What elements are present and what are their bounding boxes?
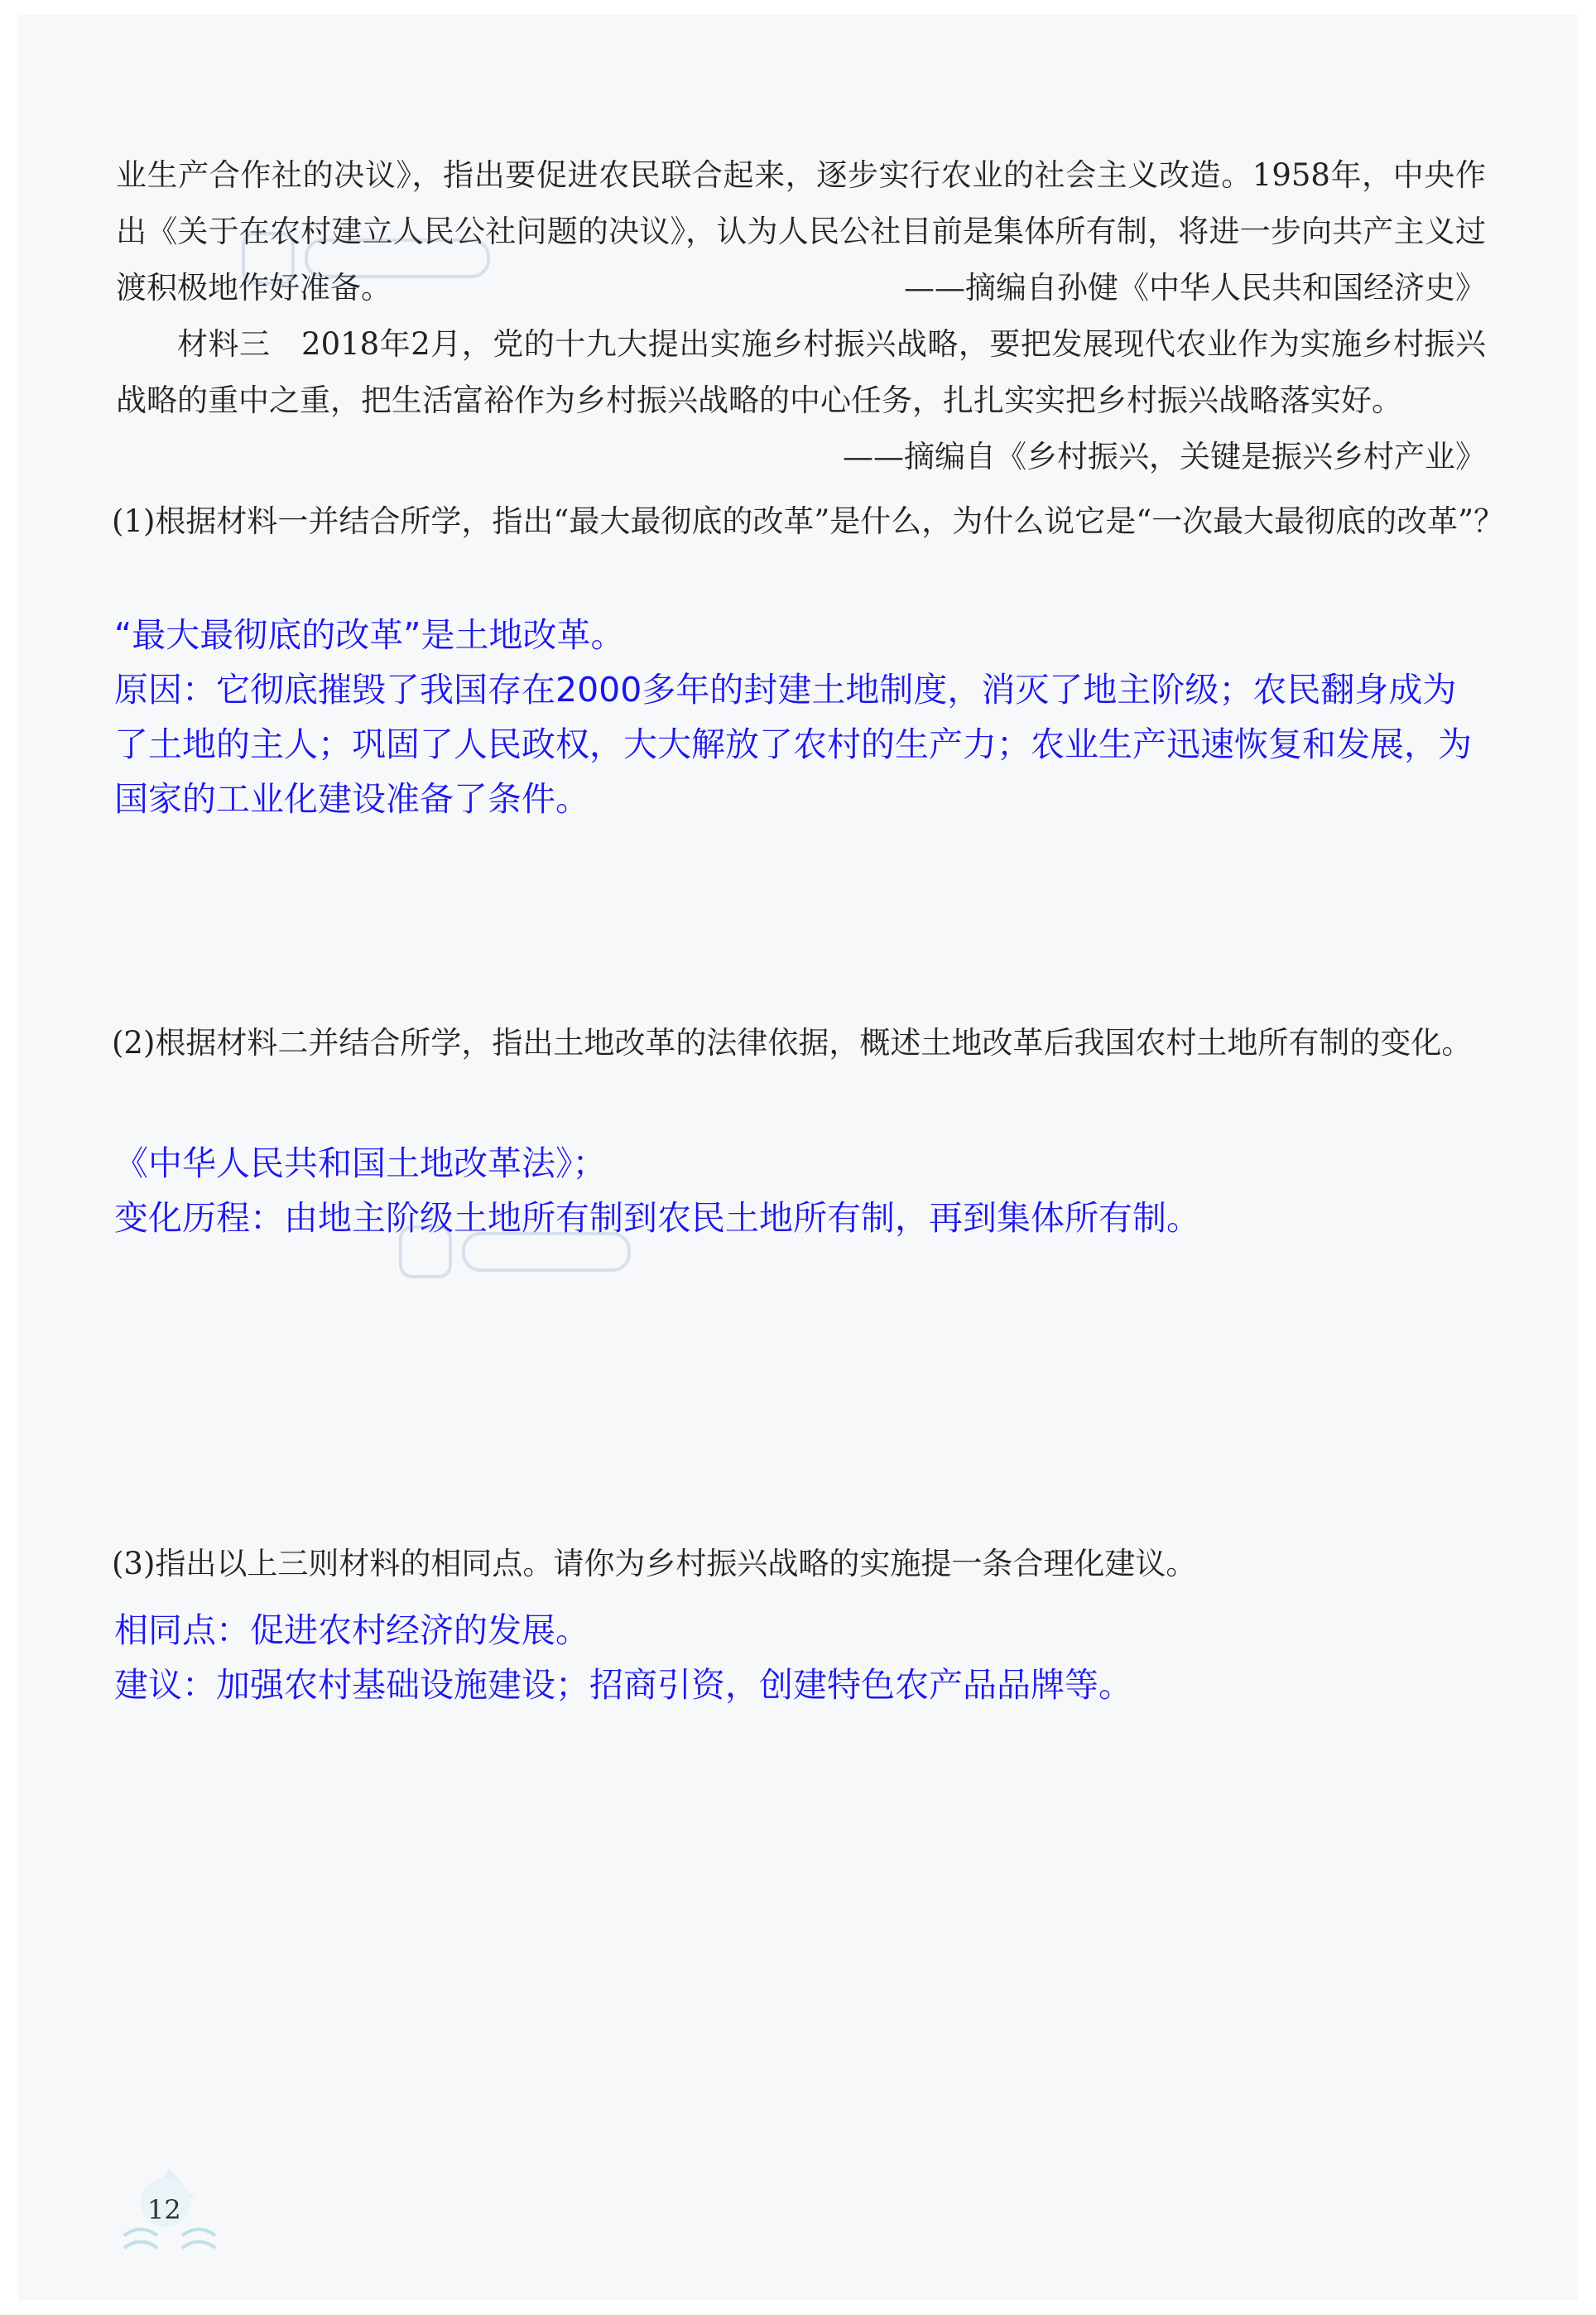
answer-1-line-1: “最大最彻底的改革”是土地改革。 [114, 615, 625, 655]
watermark-logo [397, 1217, 646, 1283]
answer-2-line-2: 变化历程：由地主阶级土地所有制到农民土地所有制，再到集体所有制。 [114, 1198, 1200, 1238]
question-3: (3)指出以上三则材料的相同点。请你为乡村振兴战略的实施提一条合理化建议。 [112, 1546, 1197, 1581]
material-three-source: ——摘编自《乡村振兴，关键是振兴乡村产业》 [843, 439, 1486, 474]
question-1: (1)根据材料一并结合所学，指出“最大最彻底的改革”是什么，为什么说它是“一次最大最彻底的改革”？ [112, 503, 1505, 539]
material-three-text: 材料三 2018年2月，党的十九大提出实施乡村振兴战略，要把发展现代农业作为实施乡村振兴战略的重中之重，把生活富裕作为乡村振兴战略的中心任务，扎扎实实把乡村振兴战略落实好。 [116, 326, 1486, 418]
answer-1 [114, 608, 1472, 826]
material-two-source: ——摘编自孙健《中华人民共和国经济史》 [904, 270, 1486, 306]
answer-2 [114, 1136, 1472, 1245]
material-two-text: 业生产合作社的决议》，指出要促进农民联合起来，逐步实行农业的社会主义改造。1958年，中央作出《关于在农村建立人民公社问题的决议》，认为人民公社目前是集体所有制，将进一步向共产主义过渡积极地作好准备。 [116, 157, 1486, 306]
answer-3 [114, 1603, 1472, 1712]
watermark-logo [240, 224, 505, 290]
answer-3-line-1: 相同点：促进农村经济的发展。 [114, 1610, 589, 1650]
question-2: (2)根据材料二并结合所学，指出土地改革的法律依据，概述土地改革后我国农村土地所有制的变化。 [112, 1025, 1473, 1061]
page-number: 12 [147, 2194, 181, 2226]
answer-3-line-2: 建议：加强农村基础设施建设；招商引资，创建特色农产品品牌等。 [114, 1665, 1132, 1705]
answer-1-line-2: 原因：它彻底摧毁了我国存在2000多年的封建土地制度，消灭了地主阶级；农民翻身成为了土地的主人；巩固了人民政权，大大解放了农村的生产力；农业生产迅速恢复和发展，为国家的工业化建设准备了条件。 [114, 670, 1472, 819]
answer-2-line-1: 《中华人民共和国土地改革法》； [114, 1143, 607, 1183]
